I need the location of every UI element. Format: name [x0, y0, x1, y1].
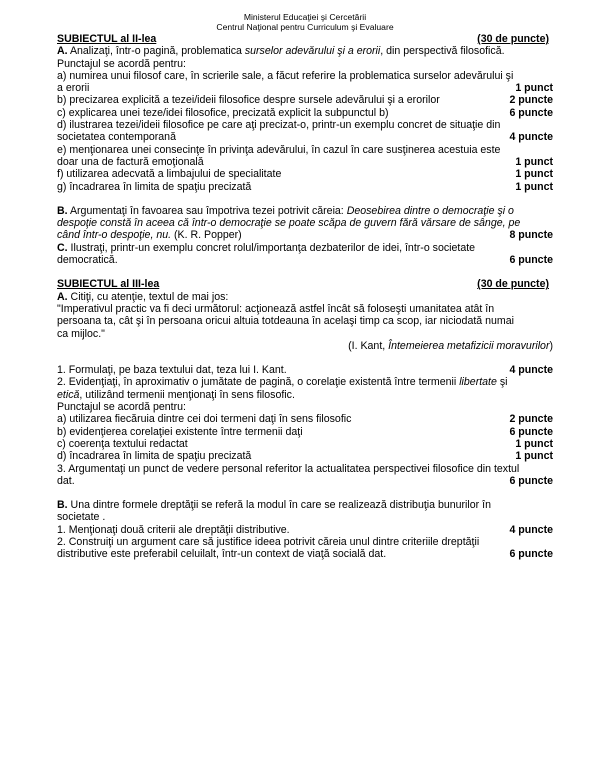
- criterion-a: a) numirea unui filosof care, în scrierile sale, a făcut referire la problematica surselor adevărului şi: [57, 69, 514, 82]
- text: f) utilizarea adecvată a limbajului de specialitate: [57, 168, 282, 181]
- text: 1. Formulaţi, pe baza textului dat, teza lui I. Kant.: [57, 364, 287, 377]
- points: 4 puncte: [509, 364, 553, 377]
- item-letter: B.: [57, 204, 68, 217]
- points: 4 puncte: [509, 523, 553, 536]
- points: 6 puncte: [509, 548, 553, 561]
- points: 2 puncte: [509, 413, 553, 426]
- term: libertate: [459, 376, 497, 389]
- item-b-statement: [57, 499, 553, 511]
- points: 1 punct: [515, 450, 553, 463]
- text: Una dintre formele dreptăţii se referă la modul în care se realizează distribuţia bunurilor în: [67, 499, 491, 512]
- points: 6 puncte: [509, 106, 553, 119]
- text: dat.: [57, 474, 75, 487]
- points: 1 punct: [515, 437, 553, 450]
- section-3-heading: [57, 278, 553, 290]
- quote: când într-o despoţie, nu.: [57, 229, 172, 242]
- points: 6 puncte: [509, 254, 553, 267]
- item-letter: A.: [57, 290, 68, 303]
- header: [57, 12, 553, 32]
- scoring-intro: Punctajul se acordă pentru:: [57, 57, 186, 70]
- exam-page: [57, 12, 553, 561]
- text: 2. Evidenţiaţi, în aproximativ o jumătate de pagină, o corelaţie existentă între termenii: [57, 376, 460, 389]
- section-title: SUBIECTUL al II-lea: [57, 33, 157, 45]
- criterion-e: e) menţionarea unei consecinţe în privinţa adevărului, în cazul în care susţinerea acestuia este: [57, 143, 501, 156]
- item-b-quote: [57, 217, 553, 229]
- ministry-name: Ministerul Educaţiei şi Cercetării: [243, 12, 367, 22]
- text: 1. Menţionaţi două criterii ale dreptăţii distributive.: [57, 523, 290, 536]
- book-title: Întemeierea metafizicii moravurilor: [388, 339, 550, 352]
- task-2-cont: [57, 389, 553, 401]
- text: democratică.: [57, 254, 118, 267]
- item-b-cont: societate .: [57, 511, 106, 524]
- section-points: (30 de puncte): [477, 33, 549, 45]
- criterion-g: [57, 181, 553, 193]
- text: Ilustraţi, printr-un exemplu concret rolul/importanţa dezbaterilor de idei, într-o societate: [67, 241, 476, 254]
- criterion-e-cont: [57, 156, 553, 168]
- quote-line: "Imperativul practic va fi deci următorul: acţionează astfel încât să foloseşti umanitatea atât în: [57, 302, 495, 315]
- center-name: Centrul Naţional pentru Curriculum şi Evaluare: [216, 22, 394, 32]
- task-b2-cont: [57, 548, 553, 560]
- text: b) evidenţierea corelaţiei existente între termenii daţi: [57, 425, 303, 438]
- item-a-statement: [57, 291, 553, 303]
- points: 1 punct: [515, 168, 553, 181]
- points: 8 puncte: [509, 229, 553, 242]
- item-b-quote-end: [57, 229, 553, 241]
- item-c-statement: [57, 242, 553, 254]
- quote: Deosebirea dintre o democraţie şi o: [346, 204, 514, 217]
- criterion-c: [57, 107, 553, 119]
- text: g) încadrarea în limita de spaţiu precizată: [57, 180, 252, 193]
- text: , utilizând termenii menţionaţi în sens filosofic.: [79, 388, 295, 401]
- criterion-f: [57, 168, 553, 180]
- section-title: SUBIECTUL al III-lea: [57, 278, 160, 291]
- criterion-d: d) ilustrarea tezei/ideii filosofice pe care aţi precizat-o, printr-un exemplu concret de situaţie din: [57, 119, 501, 132]
- criterion-a-cont: [57, 82, 553, 94]
- text: doar una de factură emoţională: [57, 155, 204, 168]
- term: etică: [57, 388, 80, 401]
- item-letter: C.: [57, 241, 68, 254]
- section-2-heading: [57, 33, 553, 45]
- task-b2: 2. Construiţi un argument care să justifice ideea potrivit căreia unul dintre criteriile dreptăţii: [57, 535, 480, 548]
- text: (I. Kant,: [348, 339, 389, 352]
- task-1: [57, 364, 553, 376]
- text: Argumentaţi în favoarea sau împotriva tezei potrivit căreia:: [67, 204, 347, 217]
- item-letter: A.: [57, 45, 68, 58]
- item-b-statement: [57, 205, 553, 217]
- criterion-c: [57, 438, 553, 450]
- points: 1 punct: [515, 82, 553, 95]
- quote-source: [57, 340, 553, 352]
- text: d) încadrarea în limita de spaţiu precizată: [57, 450, 252, 463]
- quote: despoţie constă în aceea că într-o democraţie se poate scăpa de guvern fără vărsare de sânge, pe: [57, 217, 521, 230]
- text: c) explicarea unei teze/idei filosofice, precizată explicit la subpunctul b): [57, 106, 389, 119]
- text: Analizaţi, într-o pagină, problematica: [69, 45, 245, 58]
- text: şi: [496, 376, 508, 389]
- quote-line: ca mijloc.": [57, 327, 105, 340]
- item-letter: B.: [57, 499, 68, 512]
- criterion-d: [57, 450, 553, 462]
- task-3-cont: [57, 475, 553, 487]
- section-points: (30 de puncte): [477, 278, 549, 291]
- scoring-intro: Punctajul se acordă pentru:: [57, 401, 186, 414]
- points: 1 punct: [515, 180, 553, 193]
- task-2: [57, 376, 553, 388]
- points: 4 puncte: [509, 131, 553, 144]
- criterion-a: [57, 413, 553, 425]
- criterion-b: [57, 426, 553, 438]
- text: , din perspectivă filosofică.: [380, 45, 505, 58]
- text: Citiţi, cu atenţie, textul de mai jos:: [67, 290, 229, 303]
- item-a-statement: [57, 45, 553, 57]
- text: c) coerenţa textului redactat: [57, 437, 188, 450]
- criterion-b: [57, 94, 553, 106]
- text: distributive este preferabil celuilalt, într-un context de viaţă socială dat.: [57, 548, 387, 561]
- quote-line: persoana ta, cât şi în persoana oricui altuia totdeauna în acelaşi timp ca scop, iar niciodată numai: [57, 315, 514, 328]
- text: ): [549, 339, 553, 352]
- item-c-cont: [57, 254, 553, 266]
- author: (K. R. Popper): [171, 229, 242, 242]
- task-b1: [57, 524, 553, 536]
- emphasis: surselor adevărului şi a erorii: [244, 45, 381, 58]
- criterion-d-cont: [57, 131, 553, 143]
- task-3: 3. Argumentaţi un punct de vedere personal referitor la actualitatea perspectivei filosofice din textul: [57, 462, 520, 475]
- text: societatea contemporană: [57, 131, 176, 144]
- points: 2 puncte: [509, 94, 553, 107]
- points: 6 puncte: [509, 425, 553, 438]
- points: 6 puncte: [509, 474, 553, 487]
- text: b) precizarea explicită a tezei/ideii filosofice despre sursele adevărului şi a erorilor: [57, 94, 440, 107]
- points: 1 punct: [515, 155, 553, 168]
- text: a) utilizarea fiecăruia dintre cei doi termeni daţi în sens filosofic: [57, 413, 352, 426]
- text: a erorii: [57, 82, 90, 95]
